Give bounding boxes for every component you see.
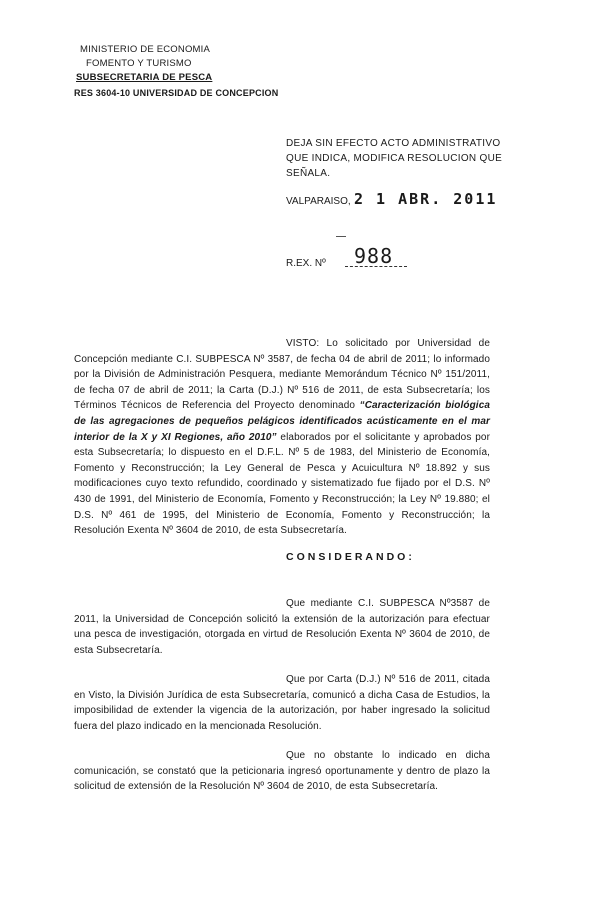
- rex-label: R.EX. Nº: [286, 258, 326, 269]
- visto-paragraph: [74, 336, 490, 539]
- undersecretariat-name: SUBSECRETARIA DE PESCA: [76, 72, 213, 83]
- visto-text-2: elaborados por el solicitante y aprobados por esta Subsecretaría; lo dispuesto en el D.F.L. Nº 5 de 1983, del Ministerio de Economía, Fomento y Reconstrucción; la Ley General de Pesca y Acuicultura Nº 18.892 y sus modificaciones cuyo texto refundido, coordinado y sistematizado fue fijado por el D.S. Nº 430 de 1991, del Ministerio de Economía, Fomento y Reconstrucción; la Ley Nº 19.880; el D.S. Nº 461 de 1995, del Ministerio de Economía, Fomento y Reconstrucción; la Resolución Exenta Nº 3604 de 2010, de esta Subsecretaría.: [74, 431, 490, 537]
- number-tick-mark: [336, 236, 346, 237]
- date-stamp: 2 1 ABR. 2011: [354, 190, 498, 208]
- rex-number: 988: [354, 244, 394, 268]
- number-underline: [345, 266, 407, 267]
- visto-text-1: VISTO: Lo solicitado por Universidad de Concepción mediante C.I. SUBPESCA Nº 3587, de fecha 04 de abril de 2011; lo informado por la División de Administración Pesquera, mediante Memorándum Técnico Nº 151/2011, de fecha 07 de abril de 2011; la Carta (D.J.) Nº 516 de 2011, de esta Subsecretaría; los Términos Técnicos de Referencia del Proyecto denominado: [74, 338, 490, 412]
- considerando-heading: CONSIDERANDO:: [286, 551, 415, 563]
- reference-line: RES 3604-10 UNIVERSIDAD DE CONCEPCION: [74, 88, 279, 98]
- resolution-subject: DEJA SIN EFECTO ACTO ADMINISTRATIVO QUE INDICA, MODIFICA RESOLUCION QUE SEÑALA.: [286, 138, 503, 179]
- ministry-name: MINISTERIO DE ECONOMIA: [80, 44, 211, 55]
- considerando-paragraph-1: Que mediante C.I. SUBPESCA Nº3587 de 2011, la Universidad de Concepción solicitó la extensión de la autorización para efectuar una pesca de investigación, otorgada en virtud de Resolución Exenta Nº 3604 de 2010, de esta Subsecretaría.: [74, 598, 490, 656]
- location-label: VALPARAISO,: [286, 196, 351, 207]
- ministry-subtitle: FOMENTO Y TURISMO: [86, 58, 192, 69]
- considerando-paragraph-3: Que no obstante lo indicado en dicha comunicación, se constató que la peticionaria ingresó oportunamente y dentro de plazo la solicitud de extensión de la Resolución Nº 3604 de 2010, de esta Subsecretaría.: [74, 750, 490, 793]
- considerando-paragraph-2: Que por Carta (D.J.) Nº 516 de 2011, citada en Visto, la División Jurídica de esta Subsecretaría, comunicó a dicha Casa de Estudios, la imposibilidad de extender la vigencia de la autorización, por haber ingresado la solicitud fuera del plazo indicado en la mencionada Resolución.: [74, 674, 490, 732]
- project-title: “Caracterización biológica de las agregaciones de pequeños pelágicos identificados acústicamente en el mar interior de la X y XI Regiones, año 2010”: [74, 400, 491, 443]
